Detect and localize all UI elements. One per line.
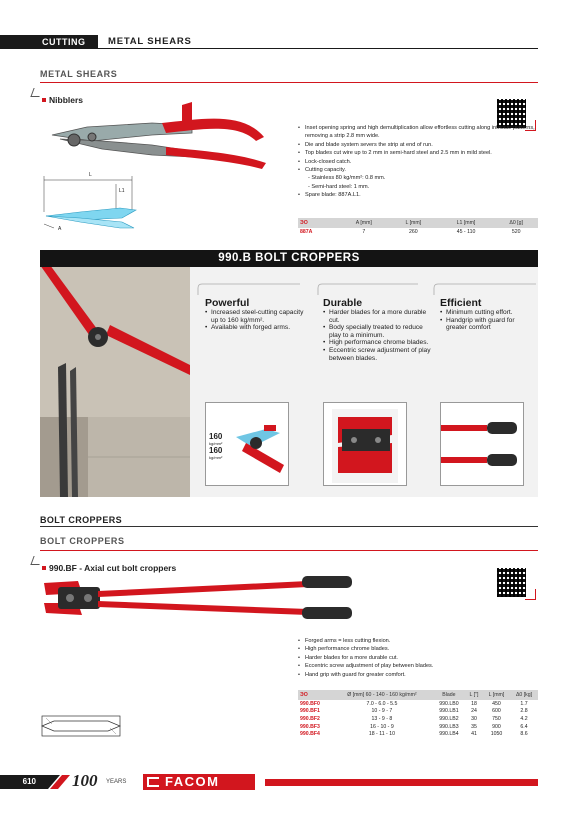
section-rule <box>40 550 538 551</box>
highlight-item: • Increased steel-cutting capacity up to 160 kg/mm². <box>205 309 310 324</box>
corner-mark <box>30 88 42 97</box>
cell: 13 - 9 - 8 <box>371 715 393 722</box>
page-number: 610 <box>0 775 40 789</box>
anniversary-logo: 100 <box>72 771 98 790</box>
highlight-item: • Harder blades for a more durable cut. <box>323 309 431 324</box>
cell-ref[interactable]: 990.BF0 <box>300 700 320 707</box>
highlight-title-powerful: Powerful <box>205 297 250 309</box>
section-rule <box>40 526 538 527</box>
corner-mark <box>30 556 42 565</box>
cell: 450 <box>492 700 501 707</box>
cell: 7.0 - 6.0 - 5.5 <box>366 700 398 707</box>
cell: 1050 <box>490 731 503 738</box>
banner-title: 990.B BOLT CROPPERS <box>218 252 360 264</box>
cell: 260 <box>408 228 418 235</box>
col-weight: Δ0 [kg] <box>510 690 538 700</box>
col-capacity: Ø [mm] 60 - 140 - 160 kg/mm² <box>331 690 433 700</box>
col-ref: ЭО <box>298 218 339 228</box>
product-title-axial-cut: 990.BF - Axial cut bolt croppers <box>49 563 177 573</box>
cell-ref[interactable]: 990.BF3 <box>300 723 320 730</box>
feature-item: • Cutting capacity. <box>298 166 538 174</box>
highlight-item: • Body specially treated to reduce play to a minimum. <box>323 324 431 339</box>
cell: 990.LB3 <box>439 723 459 730</box>
highlight-list-efficient <box>440 309 536 332</box>
highlight-item: • Minimum cutting effort. <box>440 309 536 317</box>
table-row <box>298 708 538 716</box>
header-category: CUTTING <box>0 35 98 49</box>
highlight-title-durable: Durable <box>323 297 363 309</box>
table-row <box>298 723 538 731</box>
table-header-row <box>298 690 538 700</box>
cell: 990.LB2 <box>439 715 459 722</box>
highlight-item: • Eccentric screw adjustment of play between blades. <box>323 347 431 362</box>
cell: 900 <box>492 723 501 730</box>
cell: 750 <box>492 715 501 722</box>
highlight-item: • Available with forged arms. <box>205 324 310 332</box>
table-row <box>298 715 538 723</box>
cell: 990.LB1 <box>439 708 459 715</box>
cell: 18 <box>471 700 477 707</box>
cell-ref[interactable]: 990.BF4 <box>300 731 320 738</box>
cell: 600 <box>492 708 501 715</box>
cell: 6.4 <box>520 723 528 730</box>
nibbler-image <box>42 97 272 172</box>
facom-logo[interactable] <box>143 774 255 790</box>
cell: 24 <box>471 708 477 715</box>
cell: 35 <box>471 723 477 730</box>
col-weight: Δ0 [g] <box>494 218 538 228</box>
qr-code-icon[interactable] <box>497 568 526 597</box>
subsection-title-bolt-croppers: BOLT CROPPERS <box>40 536 125 546</box>
axial-bolt-cropper-image <box>38 573 358 625</box>
cell: 8.6 <box>520 731 528 738</box>
feature-item: • Inset opening spring and high demultiplication allow effortless cutting along intricate patterns, removing a strip 2.8 mm wide. <box>298 124 538 141</box>
highlight-list-durable <box>323 309 431 362</box>
section-title-metal-shears: METAL SHEARS <box>40 69 118 79</box>
col-ref: ЭО <box>298 690 331 700</box>
nibbler-feature-list <box>298 124 538 200</box>
cell: 990.LB0 <box>439 700 459 707</box>
capacity-bottom: 160 <box>209 446 223 455</box>
thumbnail-blades-image <box>324 403 406 485</box>
footer-slash-icon <box>40 775 70 789</box>
bolt-cropper-feature-list <box>298 637 538 679</box>
qr-corner-mark <box>525 589 536 600</box>
capacity-top-unit: kg/mm² <box>209 441 223 446</box>
col-l1: L1 [mm] <box>438 218 495 228</box>
feature-item: • Spare blade: 887A.L1. <box>298 191 538 199</box>
section-rule <box>40 82 538 83</box>
cell-ref[interactable]: 990.BF2 <box>300 715 320 722</box>
cell: 990.LB4 <box>439 731 459 738</box>
thumbnail-handgrip[interactable] <box>440 402 524 486</box>
feature-item: • Top blades cut wire up to 2 mm in semi-hard steel and 2.5 mm in mild steel. <box>298 149 538 157</box>
nibbler-spec-table <box>298 218 538 236</box>
nibbler-dimension-drawing <box>40 172 140 234</box>
feature-item: • Harder blades for a more durable cut. <box>298 654 538 662</box>
feature-item: • Hand grip with guard for greater comfort. <box>298 671 538 679</box>
dim-label-l1: L1 <box>119 188 125 194</box>
section-title-bolt-croppers: BOLT CROPPERS <box>40 515 123 525</box>
facom-logo-mark-icon <box>147 777 159 787</box>
cell-ref[interactable]: 990.BF1 <box>300 708 320 715</box>
thumbnail-handgrip-image <box>441 403 523 485</box>
header-title: METAL SHEARS <box>108 36 192 47</box>
table-row <box>298 228 538 236</box>
cell: 10 - 9 - 7 <box>371 708 393 715</box>
col-l: L [mm] <box>389 218 438 228</box>
facom-brand: FACOM <box>165 774 220 789</box>
thumbnail-blades[interactable] <box>323 402 407 486</box>
capacity-bottom-unit: kg/mm² <box>209 455 223 460</box>
table-row <box>298 700 538 708</box>
blade-cross-section-drawing <box>40 712 122 740</box>
cell: 18 - 11 - 10 <box>368 731 395 738</box>
cell: 2.8 <box>520 708 528 715</box>
col-a: A [mm] <box>339 218 389 228</box>
cell: 45 - 110 <box>456 228 476 235</box>
cell: 4.2 <box>520 715 528 722</box>
capacity-top: 160 <box>209 432 223 441</box>
bullet-square <box>42 566 46 570</box>
cell: 520 <box>511 228 521 235</box>
table-header-row <box>298 218 538 228</box>
cell: 30 <box>471 715 477 722</box>
table-row <box>298 730 538 738</box>
panel-curve-lines <box>190 282 538 296</box>
feature-item: • High performance chrome blades. <box>298 645 538 653</box>
header-rule <box>98 48 538 49</box>
thumbnail-capacity[interactable] <box>205 402 289 486</box>
feature-item: • Lock-closed catch. <box>298 158 538 166</box>
highlight-item: • Handgrip with guard for greater comfort <box>440 317 536 332</box>
cell: 41 <box>471 731 477 738</box>
col-length-in: L ["] <box>465 690 483 700</box>
feature-item: • Forged arms = less cutting flexion. <box>298 637 538 645</box>
col-blade: Blade <box>433 690 465 700</box>
feature-item: • Eccentric screw adjustment of play between blades. <box>298 662 538 670</box>
cell: 16 - 10 - 9 <box>370 723 394 730</box>
footer-red-bar <box>265 779 538 786</box>
feature-sub-item: - Stainless 80 kg/mm²: 0.8 mm. <box>308 175 386 182</box>
cell-ref[interactable]: 887A <box>300 228 313 235</box>
col-length-mm: L [mm] <box>483 690 510 700</box>
cell: 7 <box>362 228 366 235</box>
highlight-title-efficient: Efficient <box>440 297 482 309</box>
bolt-cropper-photo <box>40 267 190 497</box>
highlight-item: • High performance chrome blades. <box>323 339 431 347</box>
highlight-list-powerful <box>205 309 310 332</box>
dim-label-l: L <box>89 172 92 178</box>
feature-sub-item: - Semi-hard steel: 1 mm. <box>308 183 370 190</box>
bolt-cropper-spec-table <box>298 690 538 738</box>
feature-item: • Die and blade system severs the strip at end of run. <box>298 141 538 149</box>
anniversary-years: YEARS <box>106 779 127 785</box>
dim-label-a: A <box>58 226 62 232</box>
cell: 1.7 <box>520 700 528 707</box>
product-title-nibblers: Nibblers <box>49 95 84 105</box>
